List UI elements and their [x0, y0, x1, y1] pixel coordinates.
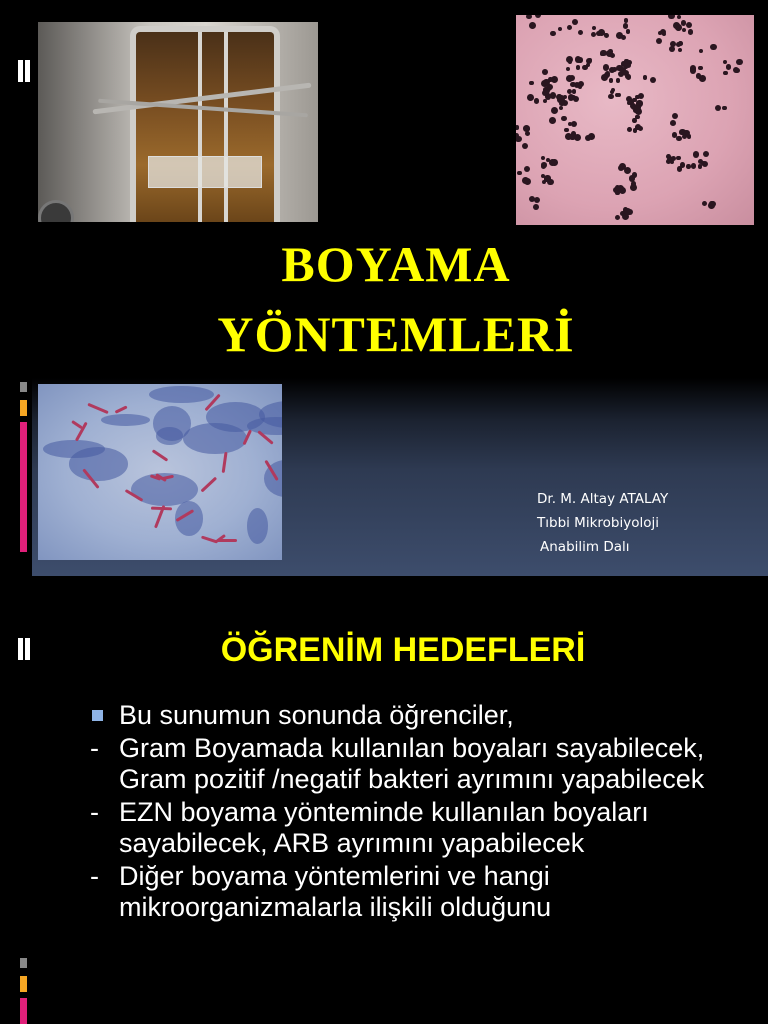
bullet-dash: -: [90, 861, 99, 891]
bullet-dash: -: [90, 733, 99, 763]
list-item-text: EZN boyama yönteminde kullanılan boyaları sayabilecek, ARB ayrımını yapabilecek: [119, 797, 649, 858]
cocci-micrograph: [516, 15, 754, 225]
bacilli-micrograph: [38, 384, 282, 560]
list-item: [88, 797, 748, 859]
author-unit: Anabilim Dalı: [540, 539, 630, 555]
slide-title-line-2: YÖNTEMLERİ: [217, 306, 575, 362]
objectives-list: [88, 700, 748, 925]
list-item-text: Gram Boyamada kullanılan boyaları sayabilecek, Gram pozitif /negatif bakteri ayrımını yapabilecek: [119, 733, 705, 794]
staining-tray-photo: [38, 22, 318, 222]
slide-title-line-1: BOYAMA: [281, 236, 511, 292]
author-department: Tıbbi Mikrobiyoloji: [537, 515, 659, 531]
bullet-square-icon: [92, 710, 103, 721]
slide-edge-marker: [18, 60, 30, 82]
slide-accent-stack: [20, 382, 27, 552]
author-name: Dr. M. Altay ATALAY: [537, 491, 669, 507]
bullet-dash: -: [90, 797, 99, 827]
list-item: [88, 733, 748, 795]
list-item: [88, 861, 748, 923]
list-item-text: Bu sunumun sonunda öğrenciler,: [119, 700, 514, 730]
list-item-text: Diğer boyama yöntemlerini ve hangi mikroorganizmalarla ilişkili olduğunu: [119, 861, 552, 922]
list-item: [88, 700, 748, 731]
objectives-heading: ÖĞRENİM HEDEFLERİ: [220, 631, 586, 669]
author-block: [537, 487, 668, 559]
slide-accent-stack: [20, 958, 27, 1024]
